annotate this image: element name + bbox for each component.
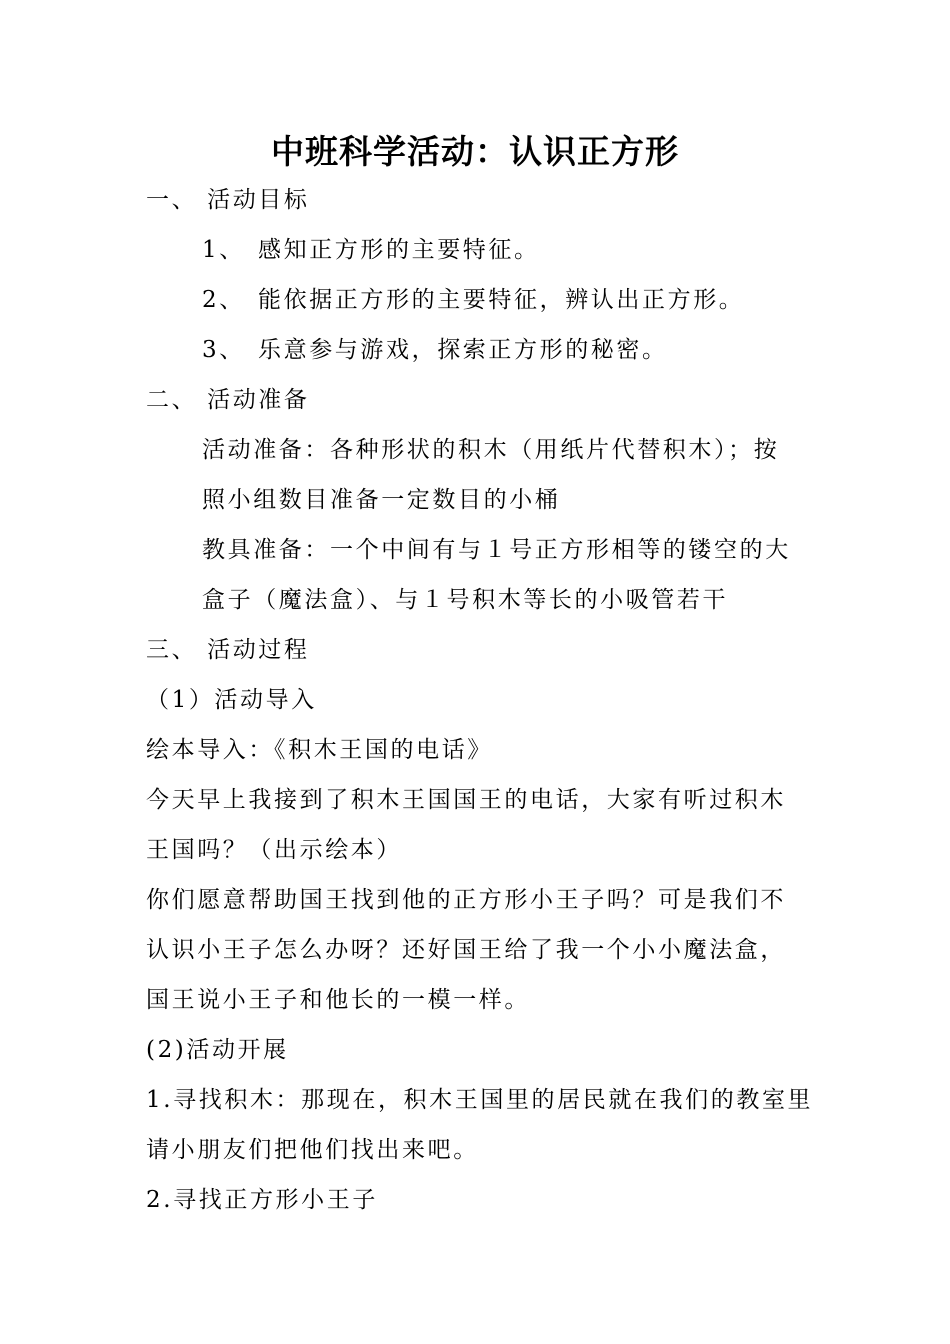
goal-item	[202, 284, 744, 316]
goal-item-text: 乐意参与游戏，探索正方形的秘密。	[258, 337, 668, 363]
process-line: 2.寻找正方形小王子	[146, 1187, 378, 1213]
process-line: 国王说小王子和他长的一模一样。	[146, 987, 530, 1013]
process-subheading: (2)活动开展	[146, 1037, 289, 1063]
process-subheading: （1）活动导入	[146, 687, 317, 713]
goal-item-text: 能依据正方形的主要特征，辨认出正方形。	[258, 287, 745, 313]
preparation-line: 活动准备：各种形状的积木（用纸片代替积木）；按	[202, 437, 780, 463]
process-line: 你们愿意帮助国王找到他的正方形小王子吗？可是我们不	[146, 887, 786, 913]
preparation-line: 照小组数目准备一定数目的小桶	[202, 487, 561, 513]
section-heading-goals: 一、 活动目标	[146, 187, 310, 213]
section-heading-preparation: 二、 活动准备	[146, 387, 310, 413]
section-heading-process: 三、 活动过程	[146, 637, 310, 663]
goal-item-number: 1、	[202, 237, 245, 263]
process-line: 绘本导入：《积木王国的电话》	[146, 737, 493, 763]
goal-item-text: 感知正方形的主要特征。	[258, 237, 540, 263]
goal-item-number: 3、	[202, 337, 245, 363]
process-line: 今天早上我接到了积木王国国王的电话，大家有听过积木	[146, 787, 786, 813]
process-line: 王国吗？（出示绘本）	[146, 837, 402, 863]
goal-item	[202, 234, 540, 266]
preparation-line: 盒子（魔法盒）、与１号积木等长的小吸管若干	[202, 587, 729, 613]
process-line: 认识小王子怎么办呀？还好国王给了我一个小小魔法盒，	[146, 937, 786, 963]
process-line: 1.寻找积木：那现在，积木王国里的居民就在我们的教室里	[146, 1087, 814, 1113]
preparation-line: 教具准备：一个中间有与１号正方形相等的镂空的大	[202, 537, 791, 563]
process-line: 请小朋友们把他们找出来吧。	[146, 1137, 479, 1163]
goal-item-number: 2、	[202, 287, 245, 313]
goal-item	[202, 334, 668, 366]
document-title: 中班科学活动：认识正方形	[271, 132, 679, 171]
